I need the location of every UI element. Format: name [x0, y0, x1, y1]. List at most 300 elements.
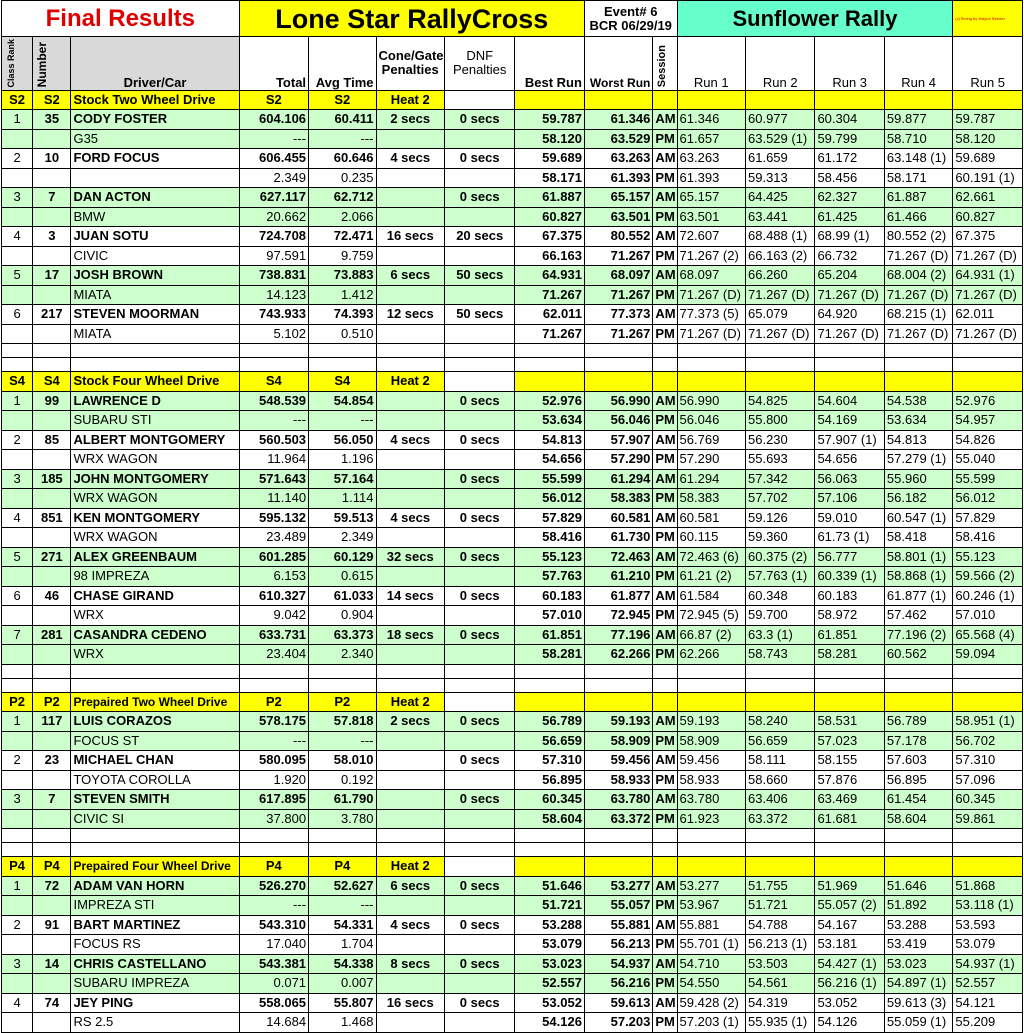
avg-diff: 0.192 — [309, 770, 376, 790]
credit-cell — [953, 1, 1023, 37]
table-cell — [444, 358, 514, 372]
avg-diff: 3.780 — [309, 809, 376, 829]
run-time: 53.419 — [884, 935, 953, 955]
best-run: 55.123 — [515, 547, 585, 567]
run-time: 55.960 — [884, 469, 953, 489]
total-time: 543.381 — [239, 954, 308, 974]
run-time: 58.456 — [815, 168, 884, 188]
run-time: 53.593 — [953, 915, 1023, 935]
table-cell — [746, 344, 815, 358]
worst-run: 63.529 — [584, 129, 652, 149]
run-time: 71.267 (D) — [953, 285, 1023, 305]
run-time: 71.267 (D) — [884, 246, 953, 266]
total-diff: 5.102 — [239, 324, 308, 344]
driver-name: ALEX GREENBAUM — [71, 547, 239, 567]
run-time: 53.967 — [677, 896, 745, 916]
run-time: 56.659 — [746, 731, 815, 751]
run-time: 58.604 — [884, 809, 953, 829]
avg-diff: 2.066 — [309, 207, 376, 227]
table-cell — [884, 372, 953, 392]
spacer-row — [2, 344, 1023, 358]
run-time: 57.279 (1) — [884, 450, 953, 470]
table-cell — [376, 770, 444, 790]
session-label: PM — [653, 285, 677, 305]
session-label: AM — [653, 625, 677, 645]
table-cell — [515, 344, 585, 358]
run-time: 59.193 — [677, 712, 745, 732]
best-run: 58.120 — [515, 129, 585, 149]
table-cell — [444, 606, 514, 626]
col-class-rank: Class Rank — [6, 39, 16, 88]
event-title: Lone Star RallyCross — [239, 1, 584, 37]
run-time: 56.063 — [815, 469, 884, 489]
total-diff: --- — [239, 411, 308, 431]
run-time: 61.659 — [746, 149, 815, 169]
table-cell — [2, 168, 33, 188]
table-cell — [376, 645, 444, 665]
car-name: BMW — [71, 207, 239, 227]
table-cell — [815, 344, 884, 358]
car-number: 271 — [33, 547, 71, 567]
total-time: 548.539 — [239, 391, 308, 411]
run-time: 61.877 (1) — [884, 586, 953, 606]
run-time: 61.681 — [815, 809, 884, 829]
total-time: 526.270 — [239, 876, 308, 896]
car-name: MIATA — [71, 285, 239, 305]
table-cell — [444, 129, 514, 149]
spacer-row — [2, 843, 1023, 857]
worst-run: 57.290 — [584, 450, 652, 470]
best-run: 54.656 — [515, 450, 585, 470]
car-number: 10 — [33, 149, 71, 169]
run-time: 61.851 — [815, 625, 884, 645]
table-row — [2, 712, 1023, 732]
run-time: 53.634 — [884, 411, 953, 431]
table-cell — [677, 829, 745, 843]
total-diff: 9.042 — [239, 606, 308, 626]
table-cell — [376, 896, 444, 916]
run-time: 58.660 — [746, 770, 815, 790]
table-cell — [444, 678, 514, 692]
run-time: 57.907 (1) — [815, 430, 884, 450]
class-header-row — [2, 90, 1023, 110]
avg-diff: --- — [309, 896, 376, 916]
best-run: 58.416 — [515, 528, 585, 548]
col-dnf-penalties-label: Penalties — [452, 62, 507, 78]
table-cell — [653, 678, 677, 692]
table-row — [2, 993, 1023, 1013]
col-driver-car: Driver/Car — [71, 37, 239, 91]
car-number: 85 — [33, 430, 71, 450]
cone-penalty: 14 secs — [376, 586, 444, 606]
class-code: S2 — [2, 90, 33, 110]
table-cell — [376, 207, 444, 227]
run-time: 56.046 — [677, 411, 745, 431]
cone-penalty: 4 secs — [376, 430, 444, 450]
run-time: 71.267 (D) — [677, 285, 745, 305]
worst-run: 61.294 — [584, 469, 652, 489]
table-cell — [33, 678, 71, 692]
worst-run: 59.193 — [584, 712, 652, 732]
run-time: 80.552 (2) — [884, 227, 953, 247]
run-time: 60.304 — [815, 110, 884, 130]
run-time: 59.787 — [953, 110, 1023, 130]
col-worst-run: Worst Run — [584, 37, 652, 91]
best-run: 71.267 — [515, 285, 585, 305]
run-time: 63.469 — [815, 790, 884, 810]
table-cell — [376, 168, 444, 188]
table-cell — [444, 207, 514, 227]
table-cell — [376, 1013, 444, 1033]
run-time: 72.463 (6) — [677, 547, 745, 567]
table-row — [2, 430, 1023, 450]
cone-penalty: 16 secs — [376, 993, 444, 1013]
dnf-penalty: 0 secs — [444, 790, 514, 810]
run-time: 71.267 (D) — [815, 285, 884, 305]
run-time: 53.288 — [884, 915, 953, 935]
session-label: AM — [653, 149, 677, 169]
run-time: 54.826 — [953, 430, 1023, 450]
table-cell — [33, 285, 71, 305]
run-time: 71.267 (D) — [815, 324, 884, 344]
class-name: Prepaired Four Wheel Drive — [71, 857, 239, 877]
class-rank: 5 — [2, 547, 33, 567]
avg-diff: 9.759 — [309, 246, 376, 266]
run-time: 77.373 (5) — [677, 305, 745, 325]
table-cell — [33, 974, 71, 994]
run-time: 58.868 (1) — [884, 567, 953, 587]
run-time: 52.557 — [953, 974, 1023, 994]
worst-run: 59.456 — [584, 751, 652, 771]
session-label: PM — [653, 168, 677, 188]
table-row — [2, 324, 1023, 344]
table-cell — [33, 358, 71, 372]
run-time: 58.972 — [815, 606, 884, 626]
run-time: 68.215 (1) — [884, 305, 953, 325]
table-cell — [376, 528, 444, 548]
cone-penalty: 4 secs — [376, 508, 444, 528]
table-cell — [376, 324, 444, 344]
table-cell — [71, 829, 239, 843]
best-run: 54.813 — [515, 430, 585, 450]
total-time: 627.117 — [239, 188, 308, 208]
run-time: 60.115 — [677, 528, 745, 548]
run-time: 55.800 — [746, 411, 815, 431]
column-header-row — [2, 37, 1023, 91]
run-time: 68.99 (1) — [815, 227, 884, 247]
table-cell — [953, 857, 1023, 877]
run-time: 61.425 — [815, 207, 884, 227]
total-diff: 0.071 — [239, 974, 308, 994]
class-code: P4 — [309, 857, 376, 877]
run-time: 56.789 — [884, 712, 953, 732]
rally-name: Sunflower Rally — [677, 1, 953, 37]
run-time: 57.106 — [815, 489, 884, 509]
table-cell — [376, 358, 444, 372]
worst-run: 61.877 — [584, 586, 652, 606]
avg-time: 60.129 — [309, 547, 376, 567]
cone-penalty — [376, 188, 444, 208]
run-time: 66.87 (2) — [677, 625, 745, 645]
worst-run: 61.393 — [584, 168, 652, 188]
car-name: WRX WAGON — [71, 489, 239, 509]
table-row — [2, 547, 1023, 567]
table-cell — [444, 829, 514, 843]
table-row — [2, 450, 1023, 470]
run-time: 66.260 — [746, 266, 815, 286]
table-cell — [584, 678, 652, 692]
class-rank: 3 — [2, 790, 33, 810]
run-time: 54.937 (1) — [953, 954, 1023, 974]
car-number: 91 — [33, 915, 71, 935]
car-number: 851 — [33, 508, 71, 528]
avg-time: 58.010 — [309, 751, 376, 771]
run-time: 57.829 — [953, 508, 1023, 528]
table-cell — [2, 528, 33, 548]
table-cell — [444, 450, 514, 470]
table-cell — [2, 829, 33, 843]
driver-name: FORD FOCUS — [71, 149, 239, 169]
dnf-penalty: 0 secs — [444, 547, 514, 567]
table-row — [2, 567, 1023, 587]
total-diff: 1.920 — [239, 770, 308, 790]
class-name: Stock Four Wheel Drive — [71, 372, 239, 392]
avg-time: 54.331 — [309, 915, 376, 935]
table-cell — [953, 344, 1023, 358]
table-cell — [444, 168, 514, 188]
car-name: CIVIC — [71, 246, 239, 266]
table-cell — [376, 606, 444, 626]
table-cell — [444, 857, 514, 877]
table-cell — [444, 1013, 514, 1033]
run-time: 55.059 (1) — [884, 1013, 953, 1033]
table-cell — [376, 450, 444, 470]
car-name: WRX — [71, 645, 239, 665]
table-cell — [376, 731, 444, 751]
table-cell — [2, 731, 33, 751]
table-cell — [815, 678, 884, 692]
table-cell — [2, 843, 33, 857]
session-label: PM — [653, 935, 677, 955]
event-number: Event# 6 — [603, 3, 658, 19]
worst-run: 63.501 — [584, 207, 652, 227]
class-rank: 6 — [2, 305, 33, 325]
run-time: 62.011 — [953, 305, 1023, 325]
dnf-penalty: 50 secs — [444, 266, 514, 286]
run-time: 60.581 — [677, 508, 745, 528]
total-time: 578.175 — [239, 712, 308, 732]
best-run: 71.267 — [515, 324, 585, 344]
avg-time: 73.883 — [309, 266, 376, 286]
class-rank: 7 — [2, 625, 33, 645]
worst-run: 58.909 — [584, 731, 652, 751]
run-time: 56.777 — [815, 547, 884, 567]
run-time: 58.801 (1) — [884, 547, 953, 567]
table-cell — [653, 358, 677, 372]
total-diff: 11.964 — [239, 450, 308, 470]
table-cell — [444, 692, 514, 712]
table-cell — [33, 489, 71, 509]
table-cell — [2, 411, 33, 431]
worst-run: 71.267 — [584, 285, 652, 305]
run-time: 58.418 — [884, 528, 953, 548]
total-time: 743.933 — [239, 305, 308, 325]
table-cell — [239, 664, 308, 678]
run-time: 54.813 — [884, 430, 953, 450]
table-row — [2, 129, 1023, 149]
run-time: 71.267 (D) — [884, 285, 953, 305]
table-cell — [515, 843, 585, 857]
table-cell — [677, 372, 745, 392]
worst-run: 63.780 — [584, 790, 652, 810]
class-rank: 6 — [2, 586, 33, 606]
run-time: 54.957 — [953, 411, 1023, 431]
run-time: 53.503 — [746, 954, 815, 974]
cone-penalty — [376, 790, 444, 810]
best-run: 54.126 — [515, 1013, 585, 1033]
avg-time: 63.373 — [309, 625, 376, 645]
avg-diff: 1.114 — [309, 489, 376, 509]
table-cell — [444, 770, 514, 790]
run-time: 54.710 — [677, 954, 745, 974]
table-cell — [33, 731, 71, 751]
run-time: 61.923 — [677, 809, 745, 829]
table-cell — [815, 829, 884, 843]
class-rank: 5 — [2, 266, 33, 286]
worst-run: 56.213 — [584, 935, 652, 955]
class-code: P2 — [2, 692, 33, 712]
best-run: 64.931 — [515, 266, 585, 286]
class-rank: 3 — [2, 954, 33, 974]
total-time: 571.643 — [239, 469, 308, 489]
run-time: 63.501 — [677, 207, 745, 227]
table-cell — [2, 285, 33, 305]
table-cell — [71, 664, 239, 678]
run-time: 54.121 — [953, 993, 1023, 1013]
best-run: 57.010 — [515, 606, 585, 626]
heat-label: Heat 2 — [376, 857, 444, 877]
table-cell — [376, 809, 444, 829]
run-time: 59.613 (3) — [884, 993, 953, 1013]
table-cell — [444, 411, 514, 431]
credit-text: (c)Timing by Wayne Reeder — [955, 15, 1005, 21]
class-rank: 1 — [2, 110, 33, 130]
dnf-penalty: 0 secs — [444, 751, 514, 771]
class-code: P4 — [33, 857, 71, 877]
driver-name: JEY PING — [71, 993, 239, 1013]
table-row — [2, 935, 1023, 955]
total-diff: 23.404 — [239, 645, 308, 665]
avg-time: 52.627 — [309, 876, 376, 896]
session-label: PM — [653, 129, 677, 149]
table-cell — [444, 324, 514, 344]
best-run: 56.895 — [515, 770, 585, 790]
worst-run: 53.277 — [584, 876, 652, 896]
table-cell — [884, 857, 953, 877]
class-code: P4 — [239, 857, 308, 877]
class-rank: 4 — [2, 227, 33, 247]
run-time: 59.861 — [953, 809, 1023, 829]
table-cell — [746, 692, 815, 712]
run-time: 62.661 — [953, 188, 1023, 208]
run-time: 61.584 — [677, 586, 745, 606]
session-label: PM — [653, 324, 677, 344]
driver-name: STEVEN MOORMAN — [71, 305, 239, 325]
table-cell — [376, 344, 444, 358]
run-time: 54.604 — [815, 391, 884, 411]
table-cell — [653, 829, 677, 843]
dnf-penalty: 0 secs — [444, 993, 514, 1013]
final-results-title: Final Results — [2, 1, 240, 37]
worst-run: 61.210 — [584, 567, 652, 587]
table-cell — [2, 246, 33, 266]
table-cell — [444, 567, 514, 587]
table-cell — [376, 664, 444, 678]
driver-name: CHASE GIRAND — [71, 586, 239, 606]
table-cell — [953, 692, 1023, 712]
table-cell — [677, 857, 745, 877]
session-label: AM — [653, 508, 677, 528]
table-cell — [444, 645, 514, 665]
run-time: 57.310 — [953, 751, 1023, 771]
worst-run: 57.203 — [584, 1013, 652, 1033]
table-cell — [2, 606, 33, 626]
run-time: 54.169 — [815, 411, 884, 431]
table-cell — [444, 731, 514, 751]
table-cell — [884, 829, 953, 843]
table-cell — [376, 829, 444, 843]
best-run: 60.183 — [515, 586, 585, 606]
session-label: AM — [653, 915, 677, 935]
table-cell — [653, 90, 677, 110]
table-cell — [746, 358, 815, 372]
run-time: 56.216 (1) — [815, 974, 884, 994]
car-number: 7 — [33, 790, 71, 810]
cone-penalty: 2 secs — [376, 110, 444, 130]
table-row — [2, 954, 1023, 974]
car-number: 281 — [33, 625, 71, 645]
run-time: 65.568 (4) — [953, 625, 1023, 645]
table-cell — [653, 664, 677, 678]
best-run: 53.634 — [515, 411, 585, 431]
run-time: 53.079 — [953, 935, 1023, 955]
cone-penalty: 6 secs — [376, 266, 444, 286]
table-cell — [2, 664, 33, 678]
best-run: 61.851 — [515, 625, 585, 645]
session-label: AM — [653, 547, 677, 567]
car-name: FOCUS ST — [71, 731, 239, 751]
session-label: PM — [653, 770, 677, 790]
table-cell — [884, 90, 953, 110]
run-time: 58.909 — [677, 731, 745, 751]
run-time: 63.3 (1) — [746, 625, 815, 645]
table-row — [2, 508, 1023, 528]
table-row — [2, 606, 1023, 626]
run-time: 60.183 — [815, 586, 884, 606]
table-cell — [444, 809, 514, 829]
table-cell — [33, 324, 71, 344]
table-cell — [746, 678, 815, 692]
session-label: PM — [653, 896, 677, 916]
run-time: 59.360 — [746, 528, 815, 548]
table-cell — [2, 489, 33, 509]
table-cell — [33, 567, 71, 587]
table-cell — [444, 843, 514, 857]
worst-run: 56.046 — [584, 411, 652, 431]
run-time: 77.196 (2) — [884, 625, 953, 645]
total-diff: --- — [239, 731, 308, 751]
run-time: 54.167 — [815, 915, 884, 935]
